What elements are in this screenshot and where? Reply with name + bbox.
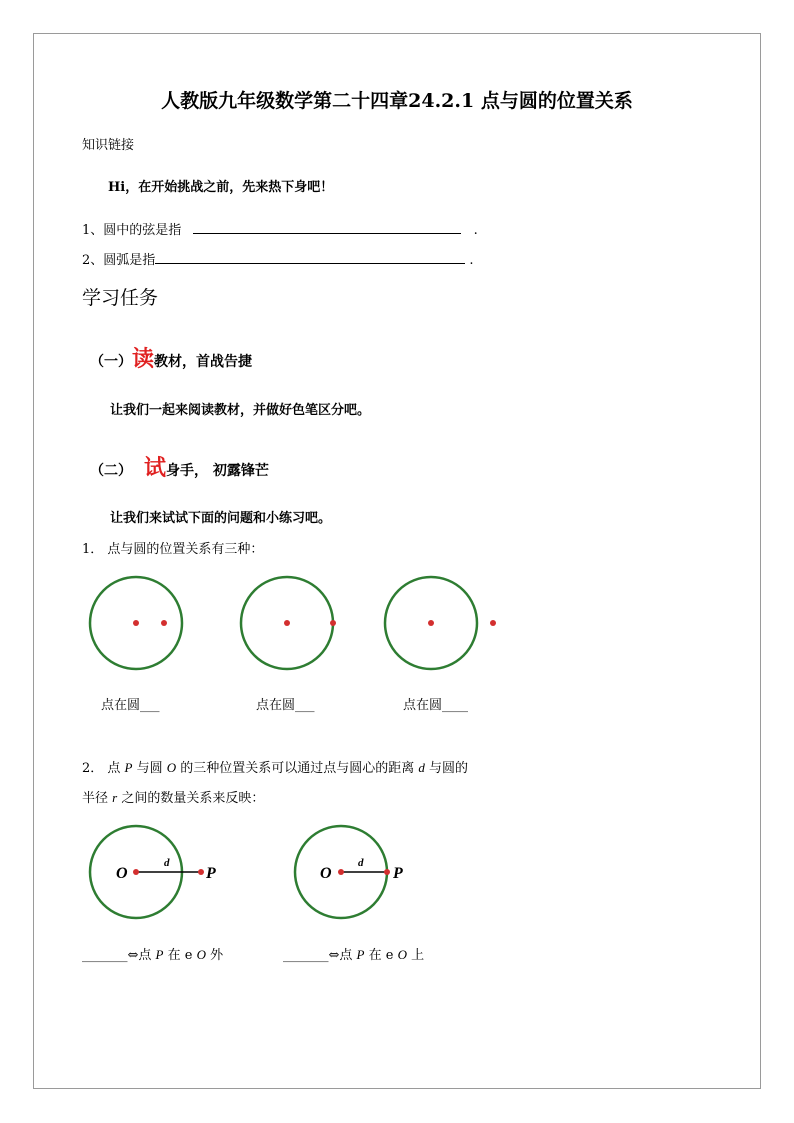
part-1-big-char: 读: [132, 346, 155, 372]
label-o-1: O: [116, 865, 128, 882]
problem-2-text-e: 半径: [82, 791, 113, 806]
part-1-rest: 教材，首战告捷: [154, 354, 253, 370]
var-p: P: [124, 760, 133, 775]
answer-2-var-o: O: [397, 947, 407, 962]
caption-3: 点在圆____: [403, 698, 469, 713]
figure-distance-on: [295, 826, 403, 918]
answer-1-var-o: O: [196, 947, 206, 962]
answer-1-var-p: P: [155, 947, 164, 962]
center-dot-1: [133, 620, 139, 626]
equivalence-arrow-1: ⇔: [127, 948, 139, 963]
figure-distance-outside: [90, 826, 216, 918]
answer-blank-1[interactable]: _______: [82, 948, 128, 963]
page-title: 人教版九年级数学第二十四章24.2.1 点与圆的位置关系: [161, 90, 633, 112]
point-dot-2: [330, 620, 336, 626]
study-task-heading: 学习任务: [82, 287, 159, 309]
point-dot-3: [490, 620, 496, 626]
answer-1-text-a: 点: [138, 948, 156, 963]
caption-1: 点在圆___: [101, 698, 160, 713]
warmup-intro: Hi，在开始挑战之前，先来热下身吧！: [108, 180, 334, 195]
answer-2-text-a: 点: [339, 948, 357, 963]
answer-2-text-b: 在 e: [364, 948, 398, 963]
question-2-end: .: [469, 253, 474, 268]
point-p-dot-1: [198, 869, 204, 875]
answer-blank-2[interactable]: _______: [283, 948, 329, 963]
label-p-2: P: [393, 865, 403, 882]
answer-1-text-c: 外: [205, 948, 224, 963]
equivalence-arrow-2: ⇔: [328, 948, 340, 963]
part-2-body: 让我们来试试下面的问题和小练习吧。: [110, 511, 332, 526]
problem-2-text-b: 与圆: [132, 761, 167, 776]
point-p-dot-2: [384, 869, 390, 875]
answer-line-outside: [82, 944, 223, 963]
center-o-dot-2: [338, 869, 344, 875]
problem-2-text-c: 的三种位置关系可以通过点与圆心的距离: [176, 761, 419, 776]
question-2-label: 2、圆弧是指: [82, 253, 156, 268]
part-2-prefix: （二）: [90, 463, 132, 479]
center-dot-3: [428, 620, 434, 626]
point-dot-1: [161, 620, 167, 626]
label-o-2: O: [320, 865, 332, 882]
label-d-2: d: [358, 857, 364, 869]
answer-1-text-b: 在 e: [163, 948, 197, 963]
figure-point-outside: [385, 577, 496, 669]
figure-point-inside: [90, 577, 182, 669]
question-1-end: .: [473, 223, 478, 238]
label-p-1: P: [206, 865, 216, 882]
label-d-1: d: [164, 857, 170, 869]
problem-2-text-a: 2． 点: [82, 761, 125, 776]
answer-2-var-p: P: [356, 947, 365, 962]
problem-2-text-d: 与圆的: [424, 761, 469, 776]
caption-2: 点在圆___: [256, 698, 315, 713]
knowledge-link-heading: 知识链接: [82, 138, 135, 153]
part-1-prefix: （一）: [90, 354, 132, 370]
part-1-body: 让我们一起来阅读教材，并做好色笔区分吧。: [110, 403, 371, 418]
center-dot-2: [284, 620, 290, 626]
var-d: d: [418, 760, 425, 775]
answer-2-text-c: 上: [406, 948, 425, 963]
var-o: O: [166, 760, 177, 775]
answer-line-on: [283, 944, 424, 963]
figure-point-on: [241, 577, 336, 669]
problem-2-text-f: 之间的数量关系来反映：: [117, 791, 265, 806]
problem-2-line-2: [82, 787, 264, 806]
problem-1-text: 1． 点与圆的位置关系有三种：: [82, 542, 264, 557]
question-1-label: 1、圆中的弦是指: [82, 223, 182, 238]
part-2-big-char: 试: [144, 455, 167, 481]
center-o-dot-1: [133, 869, 139, 875]
var-r: r: [112, 790, 118, 805]
problem-2-line-1: [82, 757, 468, 776]
part-2-rest: 身手， 初露锋芒: [166, 463, 269, 479]
